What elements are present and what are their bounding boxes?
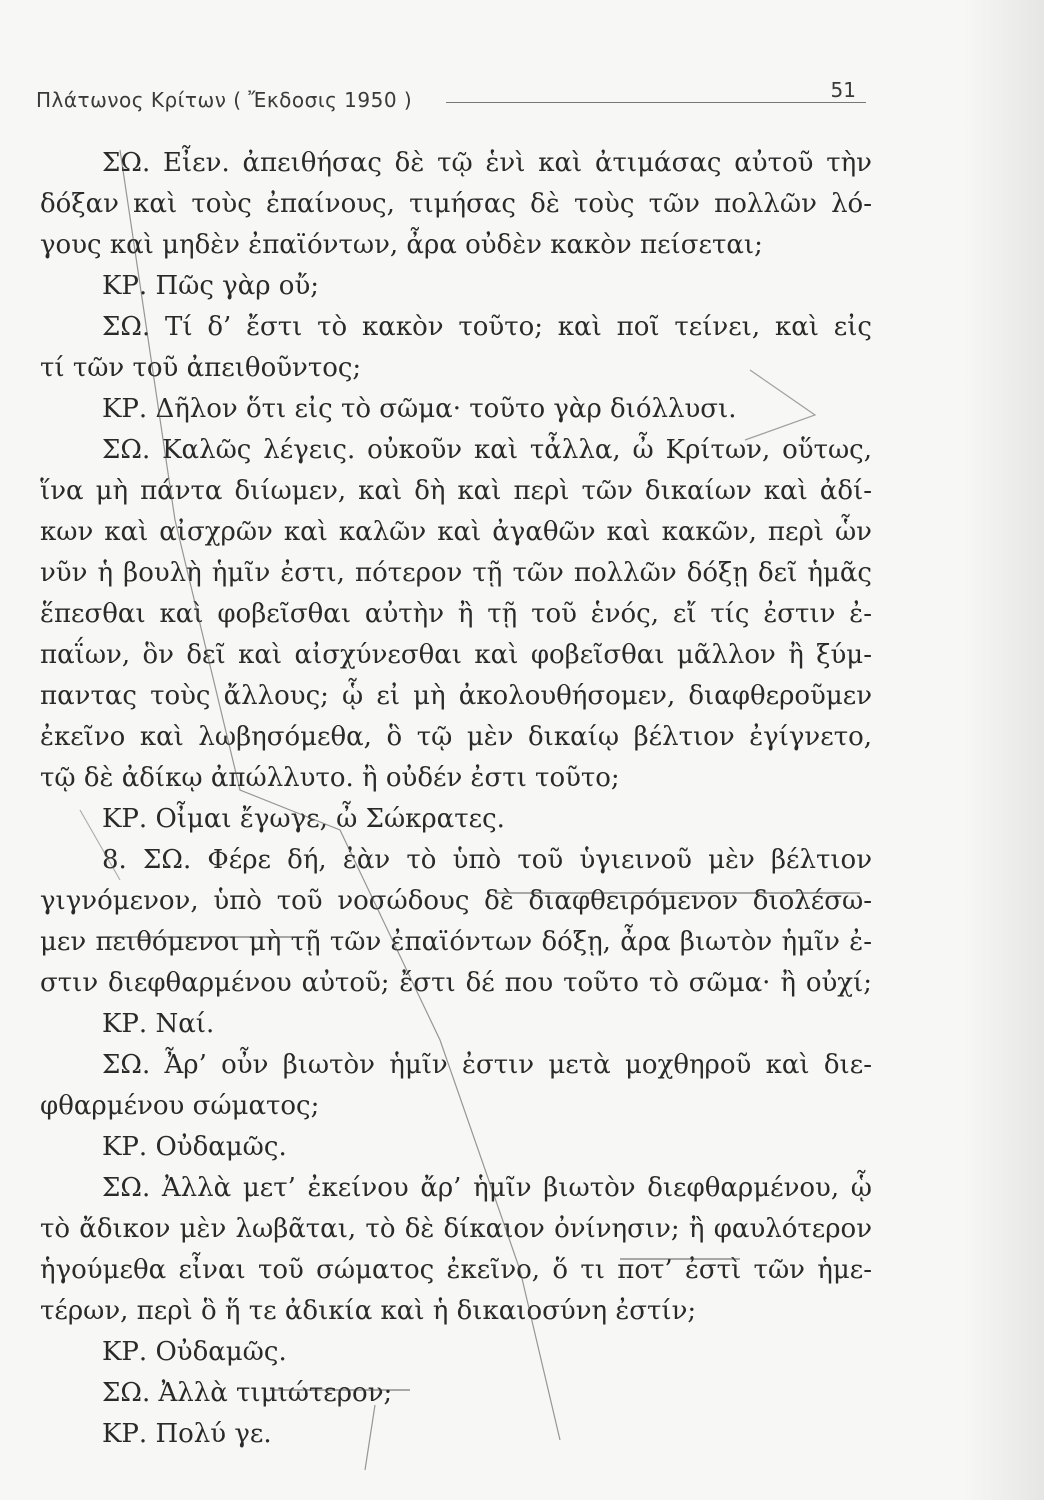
text-line-31: ΣΩ. Ἀλλὰ τιμιώτερον; [102,1378,393,1408]
text-line-26: ΣΩ. Ἀλλὰ μετ’ ἐκείνου ἄρ’ ἡμῖν βιωτὸν διεφθαρμένου, ᾧ [102,1173,872,1203]
text-line-21: στιν διεφθαρμένου αὐτοῦ; ἔστι δέ που τοῦτο τὸ σῶμα· ἢ οὐχί; [40,968,872,998]
text-line-8: ΣΩ. Καλῶς λέγεις. οὐκοῦν καὶ τἆλλα, ὦ Κρίτων, οὕτως, [102,435,872,465]
text-line-18: 8. ΣΩ. Φέρε δή, ἐὰν τὸ ὑπὸ τοῦ ὑγιεινοῦ μὲν βέλτιον [102,845,872,875]
text-line-7: ΚΡ. Δῆλον ὅτι εἰς τὸ σῶμα· τοῦτο γὰρ διόλλυσι. [102,394,737,424]
text-line-2: δόξαν καὶ τοὺς ἐπαίνους, τιμήσας δὲ τοὺς τῶν πολλῶν λό- [40,189,872,219]
text-line-24: φθαρμένου σώματος; [40,1091,320,1121]
text-line-19: γιγνόμενον, ὑπὸ τοῦ νοσώδους δὲ διαφθειρόμενον διολέσω- [40,886,872,916]
dialogue-text [40,143,872,1455]
text-line-9: ἵνα μὴ πάντα διίωμεν, καὶ δὴ καὶ περὶ τῶν δικαίων καὶ ἀδί- [40,476,872,506]
text-line-30: ΚΡ. Οὐδαμῶς. [102,1337,287,1367]
header-rule [446,102,866,103]
text-line-6: τί τῶν τοῦ ἀπειθοῦντος; [40,353,362,383]
text-line-23: ΣΩ. Ἆρ’ οὖν βιωτὸν ἡμῖν ἐστιν μετὰ μοχθηροῦ καὶ διε- [102,1050,872,1080]
text-line-32: ΚΡ. Πολύ γε. [102,1419,272,1449]
text-line-5: ΣΩ. Τί δ’ ἔστι τὸ κακὸν τοῦτο; καὶ ποῖ τείνει, καὶ εἰς [102,312,872,342]
text-line-13: παΐων, ὃν δεῖ καὶ αἰσχύνεσθαι καὶ φοβεῖσθαι μᾶλλον ἢ ξύμ- [40,640,872,670]
text-line-3: γους καὶ μηδὲν ἐπαϊόντων, ἆρα οὐδὲν κακὸν πείσεται; [40,230,763,260]
page-header [36,74,866,114]
text-line-17: ΚΡ. Οἶμαι ἔγωγε, ὦ Σώκρατες. [102,804,505,834]
text-line-11: νῦν ἡ βουλὴ ἡμῖν ἐστι, πότερον τῇ τῶν πολλῶν δόξῃ δεῖ ἡμᾶς [40,558,872,588]
text-line-25: ΚΡ. Οὐδαμῶς. [102,1132,287,1162]
text-line-15: ἐκεῖνο καὶ λωβησόμεθα, ὃ τῷ μὲν δικαίῳ βέλτιον ἐγίγνετο, [40,722,872,752]
text-line-14: παντας τοὺς ἄλλους; ᾧ εἰ μὴ ἀκολουθήσομεν, διαφθεροῦμεν [40,681,872,711]
text-line-1: ΣΩ. Εἶεν. ἀπειθήσας δὲ τῷ ἑνὶ καὶ ἀτιμάσας αὐτοῦ τὴν [102,148,872,178]
text-line-12: ἕπεσθαι καὶ φοβεῖσθαι αὐτὴν ἢ τῇ τοῦ ἑνός, εἴ τίς ἐστιν ἐ- [40,599,872,629]
page-number: 51 [830,78,856,102]
text-line-22: ΚΡ. Ναί. [102,1009,215,1039]
text-line-20: μεν πειθόμενοι μὴ τῇ τῶν ἐπαϊόντων δόξῃ, ἆρα βιωτὸν ἡμῖν ἐ- [40,927,872,957]
text-line-16: τῷ δὲ ἀδίκῳ ἀπώλλυτο. ἢ οὐδέν ἐστι τοῦτο; [40,763,620,793]
text-line-4: ΚΡ. Πῶς γὰρ οὔ; [102,271,320,301]
page-edge-shadow [964,0,1044,1500]
text-line-27: τὸ ἄδικον μὲν λωβᾶται, τὸ δὲ δίκαιον ὀνίνησιν; ἢ φαυλότερον [40,1214,872,1244]
text-line-29: τέρων, περὶ ὃ ἥ τε ἀδικία καὶ ἡ δικαιοσύνη ἐστίν; [40,1296,697,1326]
running-head: Πλάτωνος Κρίτων ( Ἔκδοσις 1950 ) [36,88,413,112]
text-line-28: ἡγούμεθα εἶναι τοῦ σώματος ἐκεῖνο, ὅ τι ποτ’ ἐστὶ τῶν ἡμε- [40,1255,872,1285]
text-line-10: κων καὶ αἰσχρῶν καὶ καλῶν καὶ ἀγαθῶν καὶ κακῶν, περὶ ὧν [40,517,872,547]
